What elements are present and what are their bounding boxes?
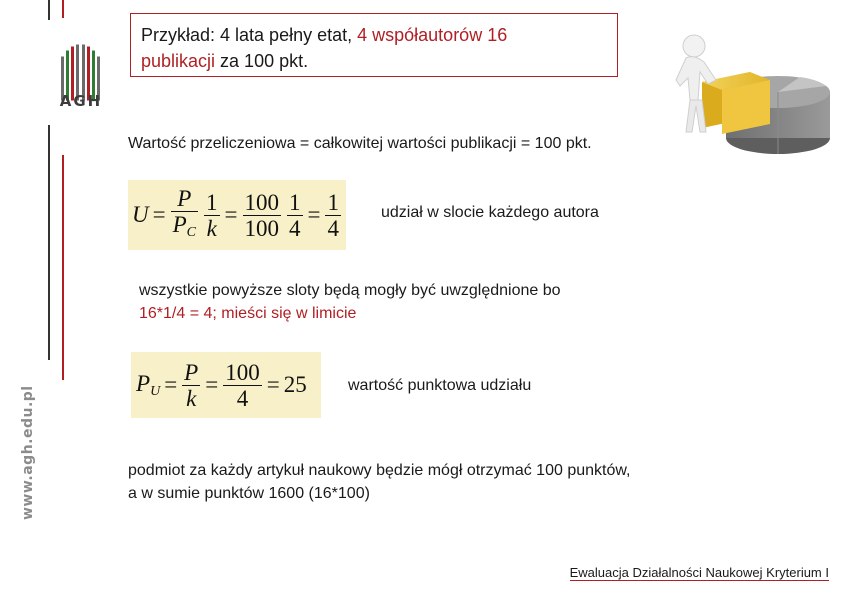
eq-numerator: P	[184, 359, 199, 385]
eq-numerator: 1	[206, 189, 218, 215]
eq-numerator: 1	[327, 189, 339, 215]
eq-denominator: 4	[223, 385, 262, 411]
eq-operator: =	[152, 202, 166, 227]
title-part-highlight: publikacji	[141, 51, 216, 71]
eq-numerator: P	[177, 185, 192, 211]
eq-denominator: 100	[244, 215, 279, 241]
agh-logo-text: AGH	[59, 92, 103, 110]
conclusion-line2: a w sumie punktów 1600 (16*100)	[128, 485, 370, 502]
eq-denominator: 4	[327, 215, 339, 241]
eq-denominator: k	[204, 215, 220, 241]
eq1-caption: udział w slocie każdego autora	[381, 204, 599, 221]
divider	[48, 0, 50, 20]
slots-text-line2: 16*1/4 = 4; mieści się w limicie	[139, 305, 357, 322]
equation-point-value	[131, 352, 321, 418]
eq-symbol: $P_U$	[136, 370, 161, 399]
slots-text-line1: wszystkie powyższe sloty będą mogły być uwzględnione bo	[139, 282, 561, 299]
example-title-box	[130, 13, 618, 77]
eq-fraction	[223, 360, 262, 411]
divider	[48, 125, 50, 360]
eq-fraction	[171, 186, 198, 245]
eq-result: 25	[283, 372, 307, 397]
equation-author-share	[128, 180, 346, 250]
eq-fraction	[204, 190, 220, 241]
eq-numerator: 1	[289, 189, 301, 215]
eq-numerator: 100	[244, 189, 279, 215]
title-part: za 100 pkt.	[215, 51, 309, 71]
conclusion-line1: podmiot za każdy artykuł naukowy będzie mógł otrzymać 100 punktów,	[128, 462, 631, 479]
eq-symbol: U	[132, 202, 149, 227]
conversion-value-text: Wartość przeliczeniowa = całkowitej wartości publikacji = 100 pkt.	[128, 135, 592, 152]
eq-operator: =	[205, 372, 219, 397]
eq-operator: =	[164, 372, 178, 397]
eq-fraction	[325, 190, 341, 241]
divider	[62, 155, 64, 380]
divider	[62, 0, 64, 18]
eq-operator: =	[266, 372, 280, 397]
title-part-highlight: 4 współautorów 16	[357, 25, 508, 45]
eq-operator: =	[307, 202, 321, 227]
eq-denominator: k	[182, 385, 200, 411]
eq-denominator: $P_C$	[171, 211, 198, 245]
eq-fraction	[243, 190, 282, 241]
footer-title: Ewaluacja Działalności Naukowej Kryterium I	[569, 565, 829, 580]
eq-fraction	[182, 360, 200, 411]
site-url: www.agh.edu.pl	[20, 385, 36, 520]
eq-numerator: 100	[225, 359, 260, 385]
pie-chart-figure-illustration	[650, 20, 835, 170]
eq-operator: =	[224, 202, 238, 227]
eq-denominator: 4	[289, 215, 301, 241]
title-part: Przykład: 4 lata pełny etat,	[141, 25, 358, 45]
eq-fraction	[287, 190, 303, 241]
eq2-caption: wartość punktowa udziału	[348, 377, 532, 394]
